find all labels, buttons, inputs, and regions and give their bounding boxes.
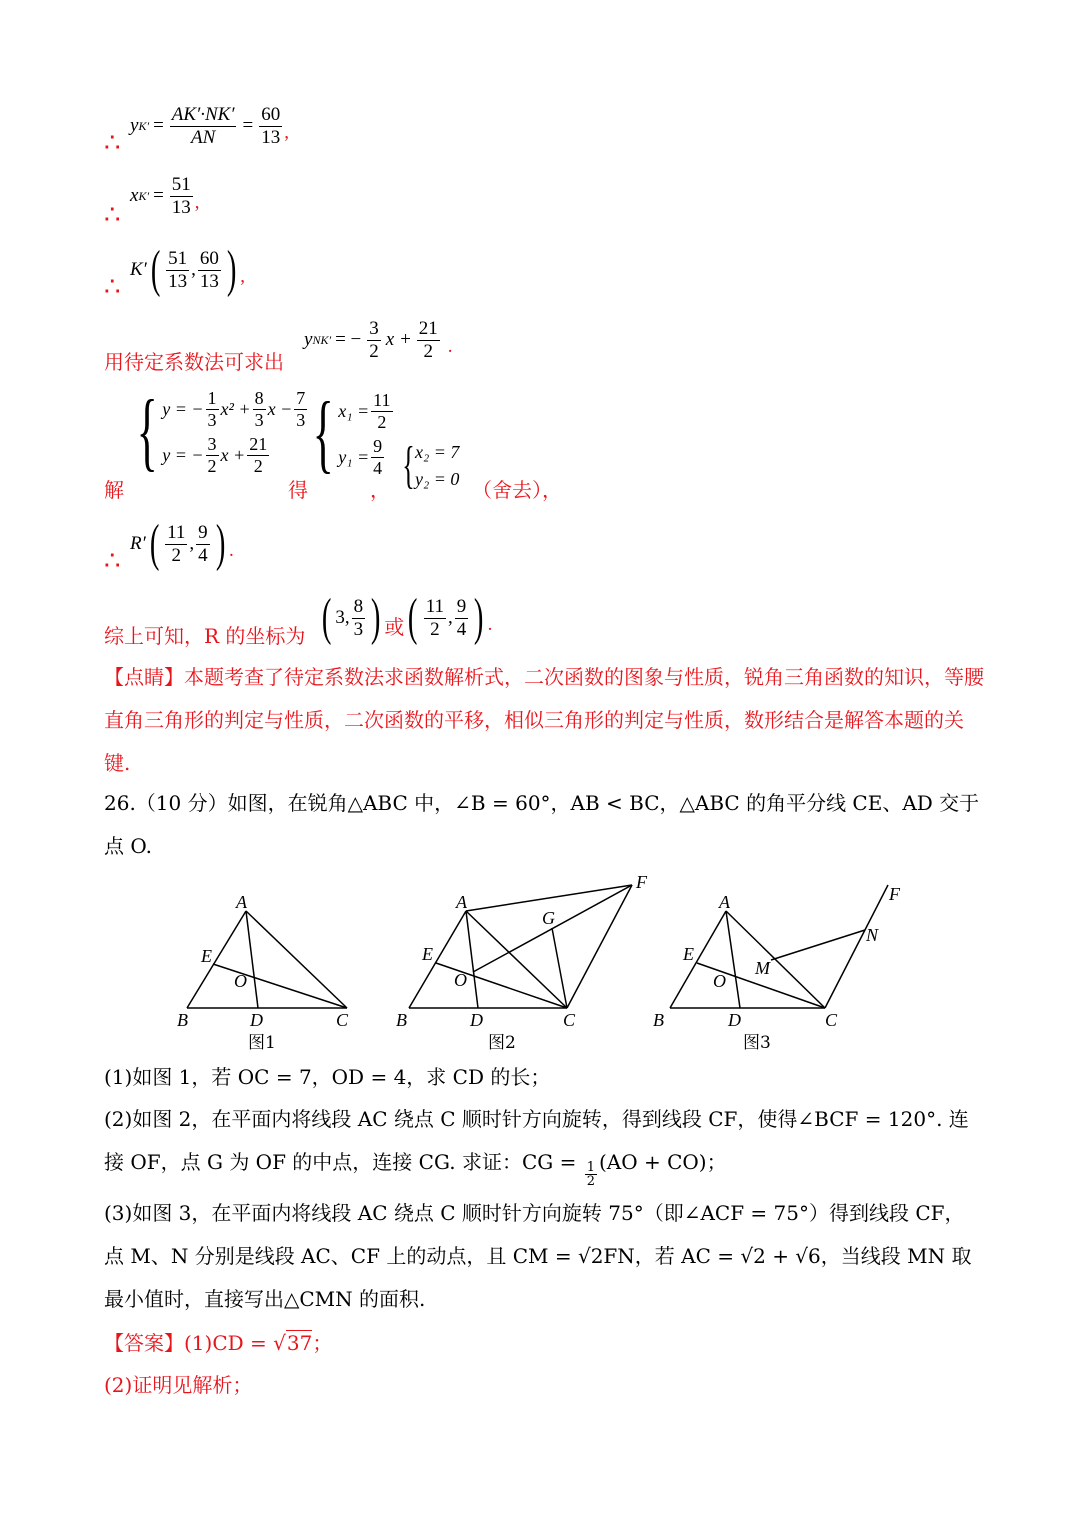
- svg-text:E: E: [422, 944, 433, 964]
- svg-text:F: F: [889, 884, 900, 904]
- svg-text:F: F: [636, 872, 647, 892]
- fraction: $\frac{60}{13}$: [261, 104, 281, 148]
- therefore-icon: ∴: [104, 128, 121, 158]
- svg-text:B: B: [396, 1010, 407, 1030]
- figure-1-label: D: [250, 1010, 263, 1030]
- fraction: $\frac{60}{13}$: [199, 247, 219, 292]
- fraction: $\frac{3}{2}$: [369, 318, 379, 362]
- solution-system-2: { x₂ = 7 y₂ = 0: [402, 437, 460, 494]
- svg-text:O: O: [454, 970, 467, 990]
- problem-intro: 26.（10 分）如图，在锐角△ABC 中，∠B = 60°，AB < BC，△ABC 的角平分线 CE、AD 交于点 O.: [104, 791, 980, 858]
- svg-text:O: O: [713, 971, 726, 991]
- svg-text:M: M: [755, 958, 770, 978]
- fraction: $\frac{51}{13}$: [171, 174, 191, 218]
- figures: [0, 870, 1080, 1060]
- answer-line-1: 【答案】(1)CD = √37；: [104, 1331, 333, 1355]
- svg-text:D: D: [728, 1010, 741, 1030]
- svg-text:D: D: [470, 1010, 483, 1030]
- figure-1-label: O: [234, 971, 247, 991]
- figure-1-label: C: [336, 1010, 349, 1030]
- fraction: $\frac{51}{13}$: [168, 247, 188, 292]
- fraction: $\frac{AK'\cdot NK'}{AN}$: [171, 104, 235, 148]
- svg-text:A: A: [719, 892, 730, 912]
- answer-line-2: (2)证明见解析；: [104, 1373, 253, 1397]
- figure-1-label: B: [177, 1010, 188, 1030]
- therefore-icon: ∴: [104, 272, 121, 302]
- fraction: $\frac{9}{4}$: [198, 521, 208, 566]
- figure-3: [670, 885, 888, 1008]
- fraction: $\frac{11}{2}$: [167, 521, 186, 566]
- therefore-icon: ∴: [104, 200, 121, 230]
- question-3: (3)如图 3，在平面内将线段 AC 绕点 C 顺时针方向旋转 75°（即∠ACF = 75°）得到线段 CF，点 M、N 分别是线段 AC、CF 上的动点，且 CM = √2FN，若 AC = √2 + √6，当线段 MN 取最小值时，直接写出△CMN 的面积.: [104, 1201, 972, 1311]
- svg-text:C: C: [825, 1010, 838, 1030]
- figure-1-label: E: [201, 946, 212, 966]
- fraction: $\frac{1}{2}$: [586, 1160, 595, 1189]
- figure-1-label: A: [236, 892, 247, 912]
- line-system-solve: 解 { y = − $\frac{1}{3}$ x² + $\frac{8}{3}$ x − $\frac{7}{3}$ y = − $\frac{3}{2}$ x + $\frac{21}{2}$ 得 { x₁ = $\frac{11}{2}$ y₁ = $\frac{9}{4}$ ， { x₂ = 7 y₂ = 0 （舍去），: [104, 383, 562, 502]
- solution-system-1: { x₁ = $\frac{11}{2}$ y₁ = $\frac{9}{4}$: [312, 385, 391, 483]
- svg-text:G: G: [542, 908, 555, 928]
- comment-paragraph: 【点睛】本题考查了待定系数法求函数解析式，二次函数的图象与性质，锐角三角函数的知识，等腰直角三角形的判定与性质，二次函数的平移，相似三角形的判定与性质，数形结合是解答本题的关键.: [104, 665, 984, 775]
- sqrt-value: 37: [286, 1331, 313, 1355]
- svg-text:A: A: [456, 892, 467, 912]
- svg-text:E: E: [683, 944, 694, 964]
- figure-1-caption: 图1: [248, 1033, 276, 1053]
- y-symbol: y: [130, 115, 139, 137]
- figure-2-caption: 图2: [488, 1033, 516, 1053]
- fraction: $\frac{21}{2}$: [418, 318, 438, 362]
- therefore-icon: ∴: [104, 546, 121, 576]
- question-1: (1)如图 1，若 OC = 7，OD = 4，求 CD 的长；: [104, 1065, 551, 1089]
- svg-text:C: C: [563, 1010, 576, 1030]
- equation-system: { y = − $\frac{1}{3}$ x² + $\frac{8}{3}$ x − $\frac{7}{3}$ y = − $\frac{3}{2}$ x + $\frac{21}{2}$: [136, 383, 306, 481]
- question-2: (2)如图 2，在平面内将线段 AC 绕点 C 顺时针方向旋转，得到线段 CF，使得∠BCF = 120°. 连接 OF，点 G 为 OF 的中点，连接 CG. 求证：CG = $\frac{1}{2}$ (AO + CO)；: [104, 1107, 969, 1189]
- svg-text:N: N: [866, 925, 879, 945]
- figure-3-caption: 图3: [743, 1033, 771, 1053]
- answer-label: 【答案】: [104, 1331, 184, 1355]
- figure-2: [409, 885, 632, 1008]
- svg-text:B: B: [653, 1010, 664, 1030]
